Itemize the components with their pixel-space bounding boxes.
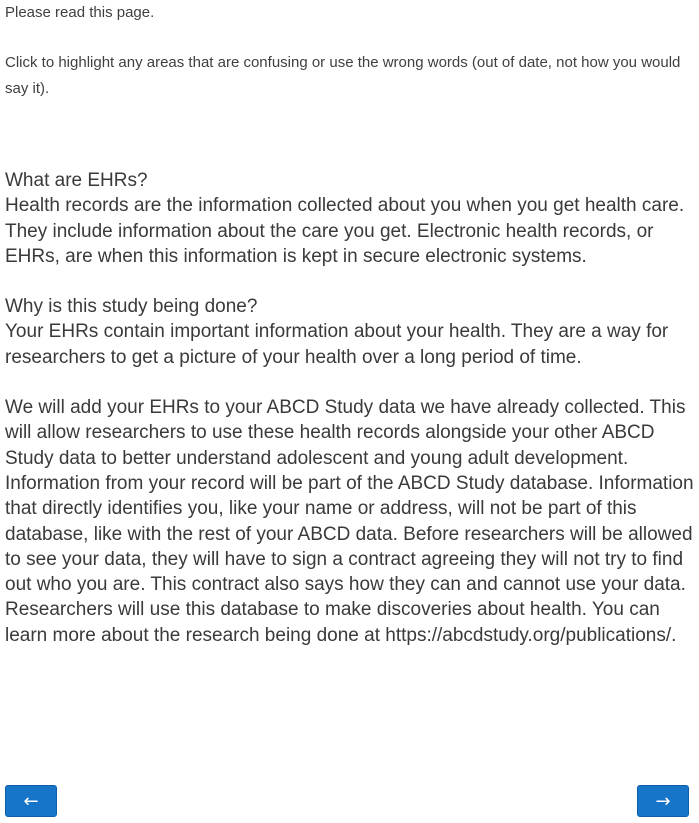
previous-button[interactable]: ← xyxy=(5,785,57,817)
spacer xyxy=(5,269,695,294)
consent-text[interactable] xyxy=(5,168,695,648)
intro xyxy=(5,0,695,102)
highlight-instructions: Click to highlight any areas that are confusing or use the wrong words (out of date, not how you would say it). xyxy=(5,54,681,97)
read-prompt: Please read this page. xyxy=(5,4,155,21)
spacer xyxy=(5,370,695,395)
section-body-data-use[interactable]: We will add your EHRs to your ABCD Study data we have already collected. This will allow researchers to use these health records alongside your other ABCD Study data to better understand adolescent and young adult development. Information from your record will be part of the ABCD Study database. Information that directly identifies you, like your name or address, will not be part of this database, like with the rest of your ABCD data. Before researchers will be allowed to see your data, they will have to sign a contract agreeing they will not try to find out who you are. This contract also says how they can and cannot use your data. Researchers will use this database to make discoveries about health. You can learn more about the research being done at https://abcdstudy.org/publications/. xyxy=(5,397,694,646)
next-button[interactable]: → xyxy=(637,785,689,817)
section-body-ehrs[interactable]: Health records are the information collected about you when you get health care. They include information about the care you get. Electronic health records, or EHRs, are when this information is kept in secure electronic systems. xyxy=(5,195,685,267)
section-heading-why-study[interactable]: Why is this study being done? xyxy=(5,296,258,318)
section-heading-ehrs[interactable]: What are EHRs? xyxy=(5,170,148,191)
section-body-why-study[interactable]: Your EHRs contain important information about your health. They are a way for researchers to get a picture of your health over a long period of time. xyxy=(5,321,669,368)
